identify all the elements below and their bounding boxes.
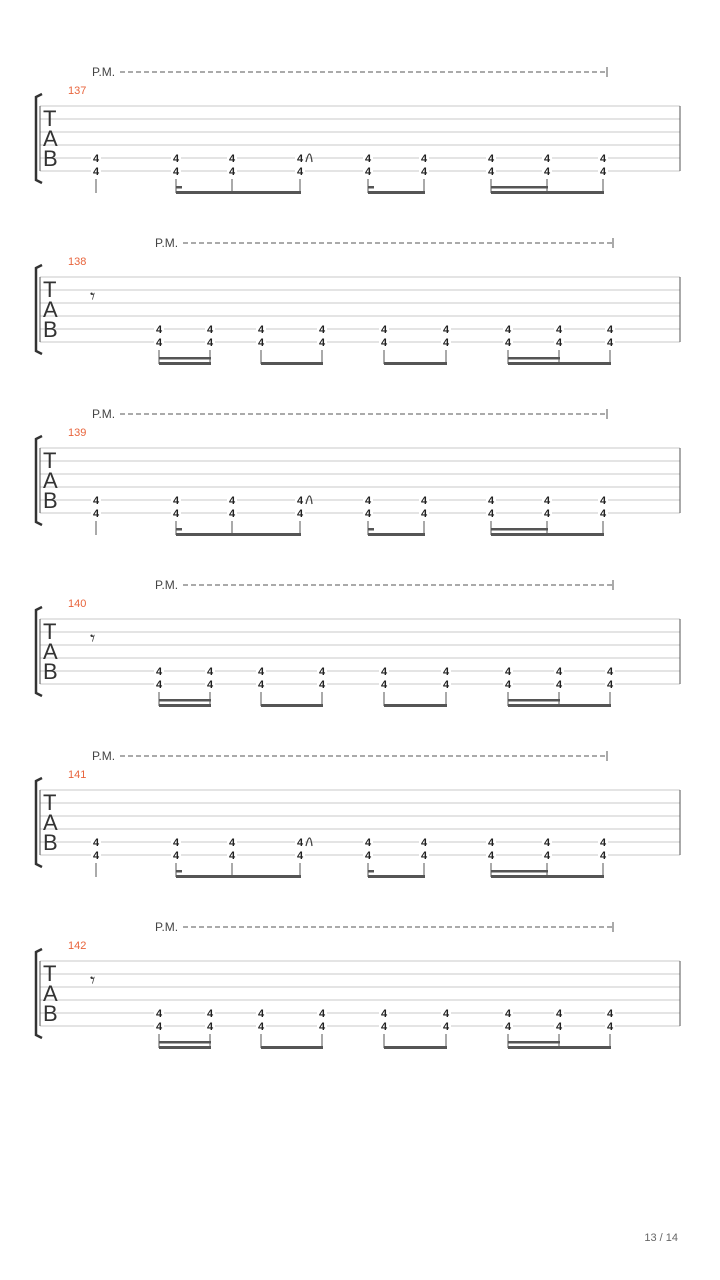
tab-letter-a: A xyxy=(43,468,58,493)
fret-number: 4 xyxy=(504,324,512,336)
tab-letter-a: A xyxy=(43,639,58,664)
beam xyxy=(508,362,611,365)
secondary-beam xyxy=(159,357,211,360)
fret-number: 4 xyxy=(420,153,428,165)
fret-number: 4 xyxy=(555,666,563,678)
secondary-beam xyxy=(491,870,548,873)
secondary-beam xyxy=(491,186,548,189)
fret-number: 4 xyxy=(364,153,372,165)
fret-number: 4 xyxy=(442,666,450,678)
fret-number: 4 xyxy=(606,679,614,691)
fret-number: 4 xyxy=(318,679,326,691)
fret-number: 4 xyxy=(555,1008,563,1020)
measure-number: 141 xyxy=(68,769,87,781)
beam-stub xyxy=(368,186,374,189)
beam xyxy=(368,533,425,536)
tab-letter-a: A xyxy=(43,810,58,835)
fret-number: 4 xyxy=(380,1021,388,1033)
tab-letter-t: T xyxy=(43,106,57,131)
system-bracket xyxy=(36,778,42,867)
fret-number: 4 xyxy=(599,153,607,165)
palm-mute-label: P.M. xyxy=(155,920,179,934)
beam xyxy=(508,704,611,707)
fret-number: 4 xyxy=(296,837,304,849)
fret-number: 4 xyxy=(420,166,428,178)
fret-number: 4 xyxy=(206,1008,214,1020)
tab-letter-a: A xyxy=(43,981,58,1006)
fret-number: 4 xyxy=(599,166,607,178)
beam-stub xyxy=(176,528,182,531)
fret-number: 4 xyxy=(92,508,100,520)
tab-letter-t: T xyxy=(43,619,57,644)
fret-number: 4 xyxy=(155,666,163,678)
fret-number: 4 xyxy=(380,337,388,349)
fret-number: 4 xyxy=(380,324,388,336)
fret-number: 4 xyxy=(364,837,372,849)
fret-number: 4 xyxy=(257,1008,265,1020)
fret-number: 4 xyxy=(228,837,236,849)
tab-letter-t: T xyxy=(43,961,57,986)
fret-number: 4 xyxy=(420,837,428,849)
fret-number: 4 xyxy=(206,324,214,336)
fret-number: 4 xyxy=(555,679,563,691)
fret-number: 4 xyxy=(442,1021,450,1033)
fret-number: 4 xyxy=(228,850,236,862)
fret-number: 4 xyxy=(364,166,372,178)
beam-stub xyxy=(368,528,374,531)
beam xyxy=(261,1046,323,1049)
fret-number: 4 xyxy=(504,679,512,691)
fret-number: 4 xyxy=(206,679,214,691)
fret-number: 4 xyxy=(487,508,495,520)
fret-number: 4 xyxy=(228,495,236,507)
palm-mute-label: P.M. xyxy=(155,236,179,250)
fret-number: 4 xyxy=(543,495,551,507)
beam xyxy=(491,533,604,536)
fret-number: 4 xyxy=(296,850,304,862)
secondary-beam xyxy=(508,1041,560,1044)
fret-number: 4 xyxy=(318,1021,326,1033)
tab-letter-t: T xyxy=(43,790,57,815)
eighth-rest: 𝄾 xyxy=(90,626,96,650)
fret-number: 4 xyxy=(504,337,512,349)
beam xyxy=(491,191,604,194)
secondary-beam xyxy=(508,699,560,702)
beam xyxy=(491,875,604,878)
fret-number: 4 xyxy=(257,1021,265,1033)
fret-number: 4 xyxy=(543,153,551,165)
fret-number: 4 xyxy=(442,324,450,336)
fret-number: 4 xyxy=(92,166,100,178)
palm-mute-label: P.M. xyxy=(92,65,116,79)
fret-number: 4 xyxy=(257,337,265,349)
fret-number: 4 xyxy=(487,850,495,862)
fret-number: 4 xyxy=(364,850,372,862)
measure-number: 142 xyxy=(68,940,87,952)
beam xyxy=(159,362,211,365)
fret-number: 4 xyxy=(599,495,607,507)
beam-stub xyxy=(368,870,374,873)
tab-letter-b: B xyxy=(43,488,58,513)
fret-number: 4 xyxy=(206,337,214,349)
beam xyxy=(159,704,211,707)
fret-number: 4 xyxy=(555,1021,563,1033)
fret-number: 4 xyxy=(172,153,180,165)
eighth-rest: 𝄾 xyxy=(90,284,96,308)
beam-stub xyxy=(176,870,182,873)
fret-number: 4 xyxy=(380,679,388,691)
fret-number: 4 xyxy=(318,337,326,349)
fret-number: 4 xyxy=(599,508,607,520)
fret-number: 4 xyxy=(504,1008,512,1020)
fret-number: 4 xyxy=(543,850,551,862)
eighth-rest: 𝄾 xyxy=(90,968,96,992)
fret-number: 4 xyxy=(487,495,495,507)
fret-number: 4 xyxy=(155,679,163,691)
system-bracket xyxy=(36,94,42,183)
fret-number: 4 xyxy=(318,1008,326,1020)
system-bracket xyxy=(36,436,42,525)
fret-number: 4 xyxy=(543,508,551,520)
tab-letter-a: A xyxy=(43,126,58,151)
beam xyxy=(384,704,447,707)
secondary-beam xyxy=(159,1041,211,1044)
fret-number: 4 xyxy=(155,337,163,349)
fret-number: 4 xyxy=(420,850,428,862)
secondary-beam xyxy=(159,699,211,702)
fret-number: 4 xyxy=(420,508,428,520)
fret-number: 4 xyxy=(364,495,372,507)
fret-number: 4 xyxy=(606,1008,614,1020)
fret-number: 4 xyxy=(92,837,100,849)
fret-number: 4 xyxy=(555,337,563,349)
fret-number: 4 xyxy=(606,1021,614,1033)
secondary-beam xyxy=(491,528,548,531)
fret-number: 4 xyxy=(504,1021,512,1033)
beam-stub xyxy=(176,186,182,189)
system-bracket xyxy=(36,265,42,354)
fret-number: 4 xyxy=(543,166,551,178)
fret-number: 4 xyxy=(543,837,551,849)
fret-number: 4 xyxy=(318,666,326,678)
fret-number: 4 xyxy=(155,1008,163,1020)
tab-letter-b: B xyxy=(43,317,58,342)
tab-letter-b: B xyxy=(43,659,58,684)
tab-letter-t: T xyxy=(43,448,57,473)
fret-number: 4 xyxy=(257,324,265,336)
beam xyxy=(159,1046,211,1049)
fret-number: 4 xyxy=(155,324,163,336)
fret-number: 4 xyxy=(487,837,495,849)
fret-number: 4 xyxy=(172,508,180,520)
fret-number: 4 xyxy=(257,679,265,691)
fret-number: 4 xyxy=(172,837,180,849)
palm-mute-label: P.M. xyxy=(92,749,116,763)
fret-number: 4 xyxy=(296,508,304,520)
fret-number: 4 xyxy=(442,1008,450,1020)
fret-number: 4 xyxy=(92,495,100,507)
fret-number: 4 xyxy=(442,679,450,691)
fret-number: 4 xyxy=(380,666,388,678)
fret-number: 4 xyxy=(206,1021,214,1033)
fret-number: 4 xyxy=(487,153,495,165)
fret-number: 4 xyxy=(504,666,512,678)
measure-number: 137 xyxy=(68,85,87,97)
beam xyxy=(261,704,323,707)
beam xyxy=(384,1046,447,1049)
fret-number: 4 xyxy=(318,324,326,336)
beam xyxy=(261,362,323,365)
measure-number: 140 xyxy=(68,598,87,610)
beam xyxy=(384,362,447,365)
palm-mute-label: P.M. xyxy=(155,578,179,592)
fret-number: 4 xyxy=(92,153,100,165)
fret-number: 4 xyxy=(296,153,304,165)
fret-number: 4 xyxy=(606,666,614,678)
tab-letter-a: A xyxy=(43,297,58,322)
fret-number: 4 xyxy=(228,166,236,178)
fret-number: 4 xyxy=(296,495,304,507)
fret-number: 4 xyxy=(228,508,236,520)
fret-number: 4 xyxy=(155,1021,163,1033)
fret-number: 4 xyxy=(606,324,614,336)
fret-number: 4 xyxy=(442,337,450,349)
measure-number: 138 xyxy=(68,256,87,268)
fret-number: 4 xyxy=(228,153,236,165)
system-bracket xyxy=(36,949,42,1038)
tab-letter-t: T xyxy=(43,277,57,302)
beam xyxy=(368,875,425,878)
fret-number: 4 xyxy=(172,166,180,178)
fret-number: 4 xyxy=(487,166,495,178)
fret-number: 4 xyxy=(606,337,614,349)
fret-number: 4 xyxy=(92,850,100,862)
fret-number: 4 xyxy=(257,666,265,678)
secondary-beam xyxy=(508,357,560,360)
page-indicator: 13 / 14 xyxy=(644,1232,678,1244)
fret-number: 4 xyxy=(364,508,372,520)
fret-number: 4 xyxy=(599,837,607,849)
tab-letter-b: B xyxy=(43,830,58,855)
fret-number: 4 xyxy=(555,324,563,336)
fret-number: 4 xyxy=(599,850,607,862)
fret-number: 4 xyxy=(206,666,214,678)
tab-letter-b: B xyxy=(43,1001,58,1026)
fret-number: 4 xyxy=(296,166,304,178)
fret-number: 4 xyxy=(420,495,428,507)
measure-number: 139 xyxy=(68,427,87,439)
beam xyxy=(368,191,425,194)
tab-letter-b: B xyxy=(43,146,58,171)
fret-number: 4 xyxy=(172,850,180,862)
system-bracket xyxy=(36,607,42,696)
beam xyxy=(176,875,301,878)
fret-number: 4 xyxy=(172,495,180,507)
beam xyxy=(508,1046,611,1049)
beam xyxy=(176,533,301,536)
fret-number: 4 xyxy=(380,1008,388,1020)
palm-mute-label: P.M. xyxy=(92,407,116,421)
beam xyxy=(176,191,301,194)
